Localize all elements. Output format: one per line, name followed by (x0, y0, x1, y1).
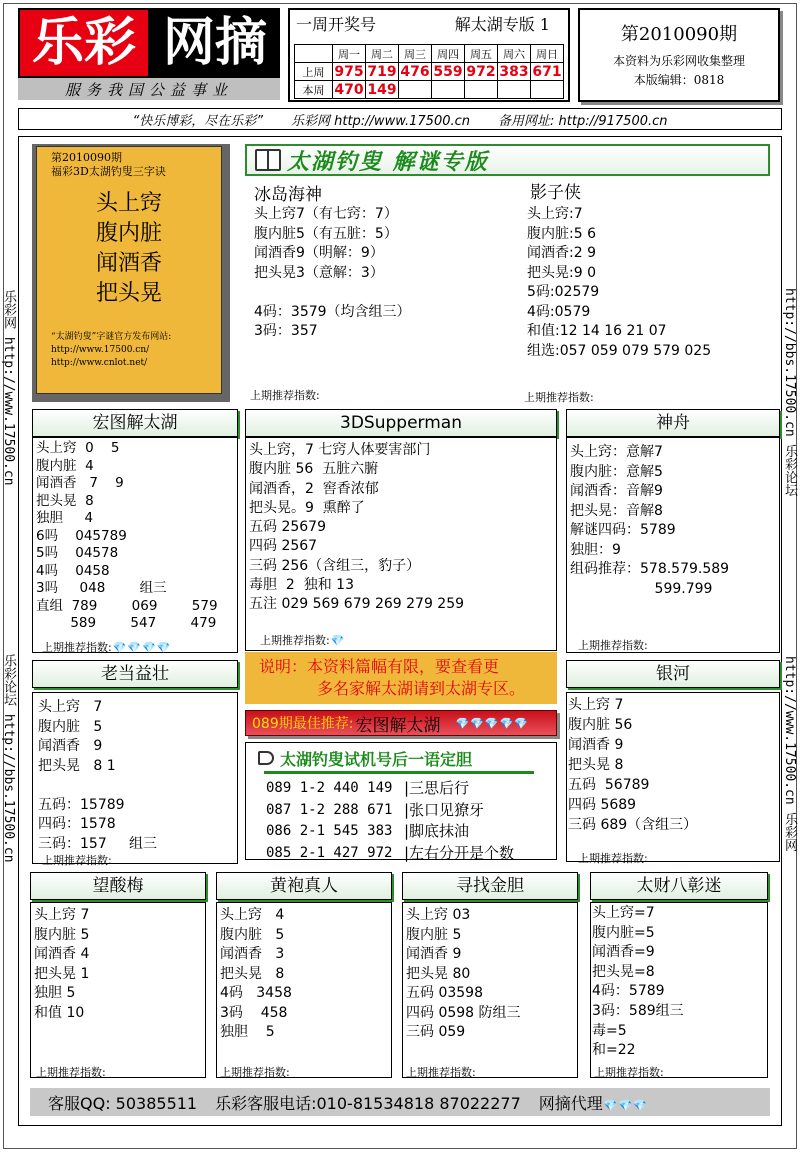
shenzhou-text: 头上窍：意解7 腹内脏：意解5 闻酒香：音解9 把头晃：音解8 解谜四码：5789 独胆：9 组码推荐：578.579.589 599.799 (570, 444, 730, 597)
site-label: 乐彩网 (290, 113, 330, 129)
index-label: 上期推荐指数: (220, 1066, 290, 1079)
draw-number: 972 (466, 63, 496, 80)
slogan: 服务我国公益事业 (18, 78, 280, 100)
list-item: |左右分开是个数 (404, 843, 515, 862)
section-header (245, 144, 770, 176)
table-row (295, 45, 564, 63)
issue-box (578, 8, 780, 102)
side-left-top: 乐彩网 http://www.17500.cn (1, 290, 16, 486)
draw-number (432, 81, 465, 99)
side-link[interactable]: http://bbs.17500.cn (1, 713, 16, 863)
list-item: 086 2-1 545 383 (266, 823, 393, 839)
diamond-icon: 💎 (618, 1098, 633, 1112)
side-left-bottom: 乐彩论坛 http://bbs.17500.cn (1, 654, 16, 863)
notice-box (245, 652, 557, 704)
bingdao-name: 冰岛海神 (254, 185, 322, 205)
list-item: 087 1-2 288 671 (266, 801, 393, 818)
list-item: |脚底抹油 (404, 822, 470, 840)
side-link[interactable]: http://www.17500.cn (782, 656, 797, 805)
weekday-cell: 周六 (498, 45, 531, 63)
note-verse: 头上窍 腹内脏 闻酒香 把头晃 (95, 191, 162, 306)
row-label: 本周 (295, 81, 333, 99)
speaker-icon (258, 751, 274, 765)
laodang-text: 头上窍 7 腹内脏 5 闻酒香 9 把头晃 8 1 五码：15789 四码：1578 三码：157 组三 (38, 699, 157, 852)
index-label: 上期推荐指数: (406, 1066, 476, 1079)
diamond-icon: 💎 (156, 641, 171, 654)
draw-number: 476 (400, 63, 430, 80)
trial-codes (266, 778, 392, 864)
table-row (295, 63, 564, 81)
footer-phone: 乐彩客服电话:010-81534818 87022277 (215, 1093, 521, 1113)
index-row: 上期推荐指数:💎💎💎💎 (42, 641, 171, 654)
huangpao-header: 黄袍真人 (216, 872, 392, 900)
weekday-cell: 周四 (432, 45, 465, 63)
weekday-cell: 周三 (399, 45, 432, 63)
draw-number: 149 (367, 81, 397, 98)
yinhe-header: 银河 (566, 660, 780, 688)
note-url[interactable]: http://www.cnlot.net/ (51, 358, 148, 368)
index-label: 上期推荐指数: (36, 1066, 106, 1079)
notice-line1: 说明：本资料篇幅有限，要查看更 (259, 657, 500, 676)
supperman-header: 3DSupperman (245, 409, 557, 437)
backup-link[interactable]: http://917500.cn (558, 113, 668, 129)
side-right-bottom: http://www.17500.cn 乐彩网 (782, 656, 797, 852)
diamond-icon: 💎 (514, 717, 528, 730)
best-label: 089期最佳推荐: (252, 716, 354, 732)
list-item: 085 2-1 427 972 (266, 844, 393, 861)
weekday-cell: 周五 (465, 45, 498, 63)
laodang-header: 老当益壮 (32, 660, 238, 688)
diamond-icon: 💎 (112, 641, 127, 654)
taicai-text: 头上窍=7 腹内脏=5 闻酒香=9 把头晃=8 4码：5789 3码：589组三 毒=5 和=22 (592, 905, 684, 1059)
footer-qq: 客服QQ: 50385511 (48, 1093, 198, 1113)
draw-number: 559 (433, 63, 463, 80)
index-label: 上期推荐指数: (594, 1066, 664, 1079)
site-link[interactable]: http://www.17500.cn (334, 113, 471, 129)
supperman-text: 头上窍，7 七窍人体要害部门 腹内脏 56 五脏六腑 闻酒香，2 窖香浓郁 把头晃。9 熏醉了 五码 25679 四码 2567 三码 256（含组三，豹子） 毒胆 2 独和 13 五注 029 569 679 269 279 259 (249, 442, 465, 613)
diamond-icon: 💎 (330, 634, 345, 647)
xunzhao-text: 头上窍 03 腹内脏 5 闻酒香 9 把头晃 80 五码 03598 四码 0598 防组三 三码 059 (406, 907, 521, 1040)
footer-agent: 网摘代理💎💎💎 (538, 1093, 647, 1113)
diamond-icon: 💎 (455, 717, 470, 730)
diamond-icon: 💎 (142, 641, 156, 654)
motto: “快乐博彩，尽在乐彩” (132, 113, 263, 129)
list-item: |张口见獠牙 (404, 800, 485, 819)
logo (18, 8, 280, 78)
draw-number: 975 (334, 63, 364, 80)
source-note: 本资料为乐彩网收集整理 (612, 54, 745, 68)
url-bar (18, 108, 782, 130)
note-url[interactable]: http://www.17500.cn/ (51, 345, 150, 355)
weekday-cell: 周一 (333, 45, 366, 63)
side-link[interactable]: http://www.17500.cn (1, 336, 16, 486)
side-right-top: http://bbs.17500.cn 乐彩论坛 (782, 288, 797, 497)
draw-number (465, 81, 498, 99)
section-title: 太湖钓叟 解谜专版 (287, 148, 489, 175)
diamond-icon: 💎 (499, 717, 514, 730)
footer-bar (30, 1088, 770, 1116)
draw-title (294, 12, 564, 35)
trial-underline (264, 771, 534, 774)
index-label: 上期推荐指数: (42, 854, 112, 867)
draw-title-label: 一周开奖号 (296, 15, 377, 34)
diamond-icon: 💎 (470, 717, 484, 730)
issue-number: 第2010090期 (620, 24, 738, 45)
yinhe-text: 头上窍 7 腹内脏 56 闻酒香 9 把头晃 8 五码 56789 四码 5689 三码 689（含组三） (568, 697, 698, 833)
index-label: 上期推荐指数: (578, 639, 648, 652)
list-item: 089 1-2 440 149 (266, 780, 393, 796)
hongtu-header: 宏图解太湖 (32, 409, 238, 437)
draw-number (498, 81, 531, 99)
note-issue: 第2010090期 (51, 151, 122, 164)
draw-number: 383 (499, 63, 529, 80)
side-link[interactable]: http://bbs.17500.cn (782, 288, 797, 437)
notice-line2: 多名家解太湖请到太湖专区。 (317, 679, 526, 698)
diamond-icon: 💎 (603, 1098, 618, 1112)
diamond-icon: 💎 (127, 641, 142, 654)
bingdao-text: 头上窍7（有七窍：7） 腹内脏5（有五脏：5） 闻酒香9（明解：9） 把头晃3（意解：3） 4码：3579（均含组三） 3码：357 (254, 206, 411, 339)
logo-black-part: 网摘 (150, 8, 280, 78)
index-label: 上期推荐指数: (524, 391, 594, 404)
backup-label: 备用网址: (498, 113, 555, 129)
draw-number (399, 81, 432, 99)
list-item: |三思后行 (404, 779, 470, 797)
taicai-header: 太财八彰迷 (590, 872, 768, 900)
draw-number: 470 (334, 81, 364, 98)
weekday-cell: 周日 (531, 45, 564, 63)
huangpao-text: 头上窍 4 腹内脏 5 闻酒香 3 把头晃 8 4码 3458 3码 458 独胆 5 (220, 907, 292, 1040)
note-subtitle: 福彩3D太湖钓叟三字诀 (51, 165, 166, 178)
diamond-icon: 💎 (633, 1098, 647, 1112)
draw-number (531, 81, 564, 99)
best-recommendation (245, 710, 557, 736)
riddle-note (36, 146, 222, 394)
shenzhou-header: 神舟 (566, 409, 780, 437)
yingzi-name: 影子侠 (530, 183, 581, 203)
row-label: 上周 (295, 63, 333, 81)
wangsuan-text: 头上窍 7 腹内脏 5 闻酒香 4 把头晃 1 独胆 5 和值 10 (34, 907, 90, 1021)
trial-header (258, 746, 528, 770)
table-row (295, 81, 564, 99)
book-icon (255, 149, 281, 171)
index-label: 上期推荐指数: (250, 389, 320, 402)
index-label: 上期推荐指数: (578, 852, 648, 865)
yingzi-text: 头上窍:7 腹内脏:5 6 闻酒香:2 9 把头晃:9 0 5码:02579 4码:0579 和值:12 14 16 21 07 组选:057 059 079 579 025 (527, 206, 712, 359)
trial-title: 太湖钓叟试机号后一语定胆 (280, 749, 473, 769)
weekday-cell: 周二 (366, 45, 399, 63)
trial-phrases (404, 778, 514, 864)
draw-table (294, 44, 564, 99)
best-name: 宏图解太湖 (355, 715, 441, 736)
draw-number: 719 (367, 63, 397, 80)
draw-number: 671 (532, 63, 562, 80)
xunzhao-header: 寻找金胆 (402, 872, 578, 900)
logo-red-part: 乐彩 (18, 8, 150, 78)
wangsuan-header: 望酸梅 (30, 872, 206, 900)
index-row: 上期推荐指数:💎 (260, 634, 345, 647)
note-site-note: “太湖钓叟”字谜官方发布网站: (51, 332, 172, 342)
hongtu-text: 头上窍 0 5 腹内脏 4 闻酒香 7 9 把头晃 8 独胆 4 6吗 045789 5吗 04578 4吗 0458 3吗 048 组三 直组 789 069 579 589 547 479 (36, 440, 218, 631)
editor-note: 本版编辑：0818 (633, 73, 725, 87)
edition-label: 解太湖专版 1 (454, 15, 550, 34)
diamond-icon: 💎 (484, 717, 499, 730)
